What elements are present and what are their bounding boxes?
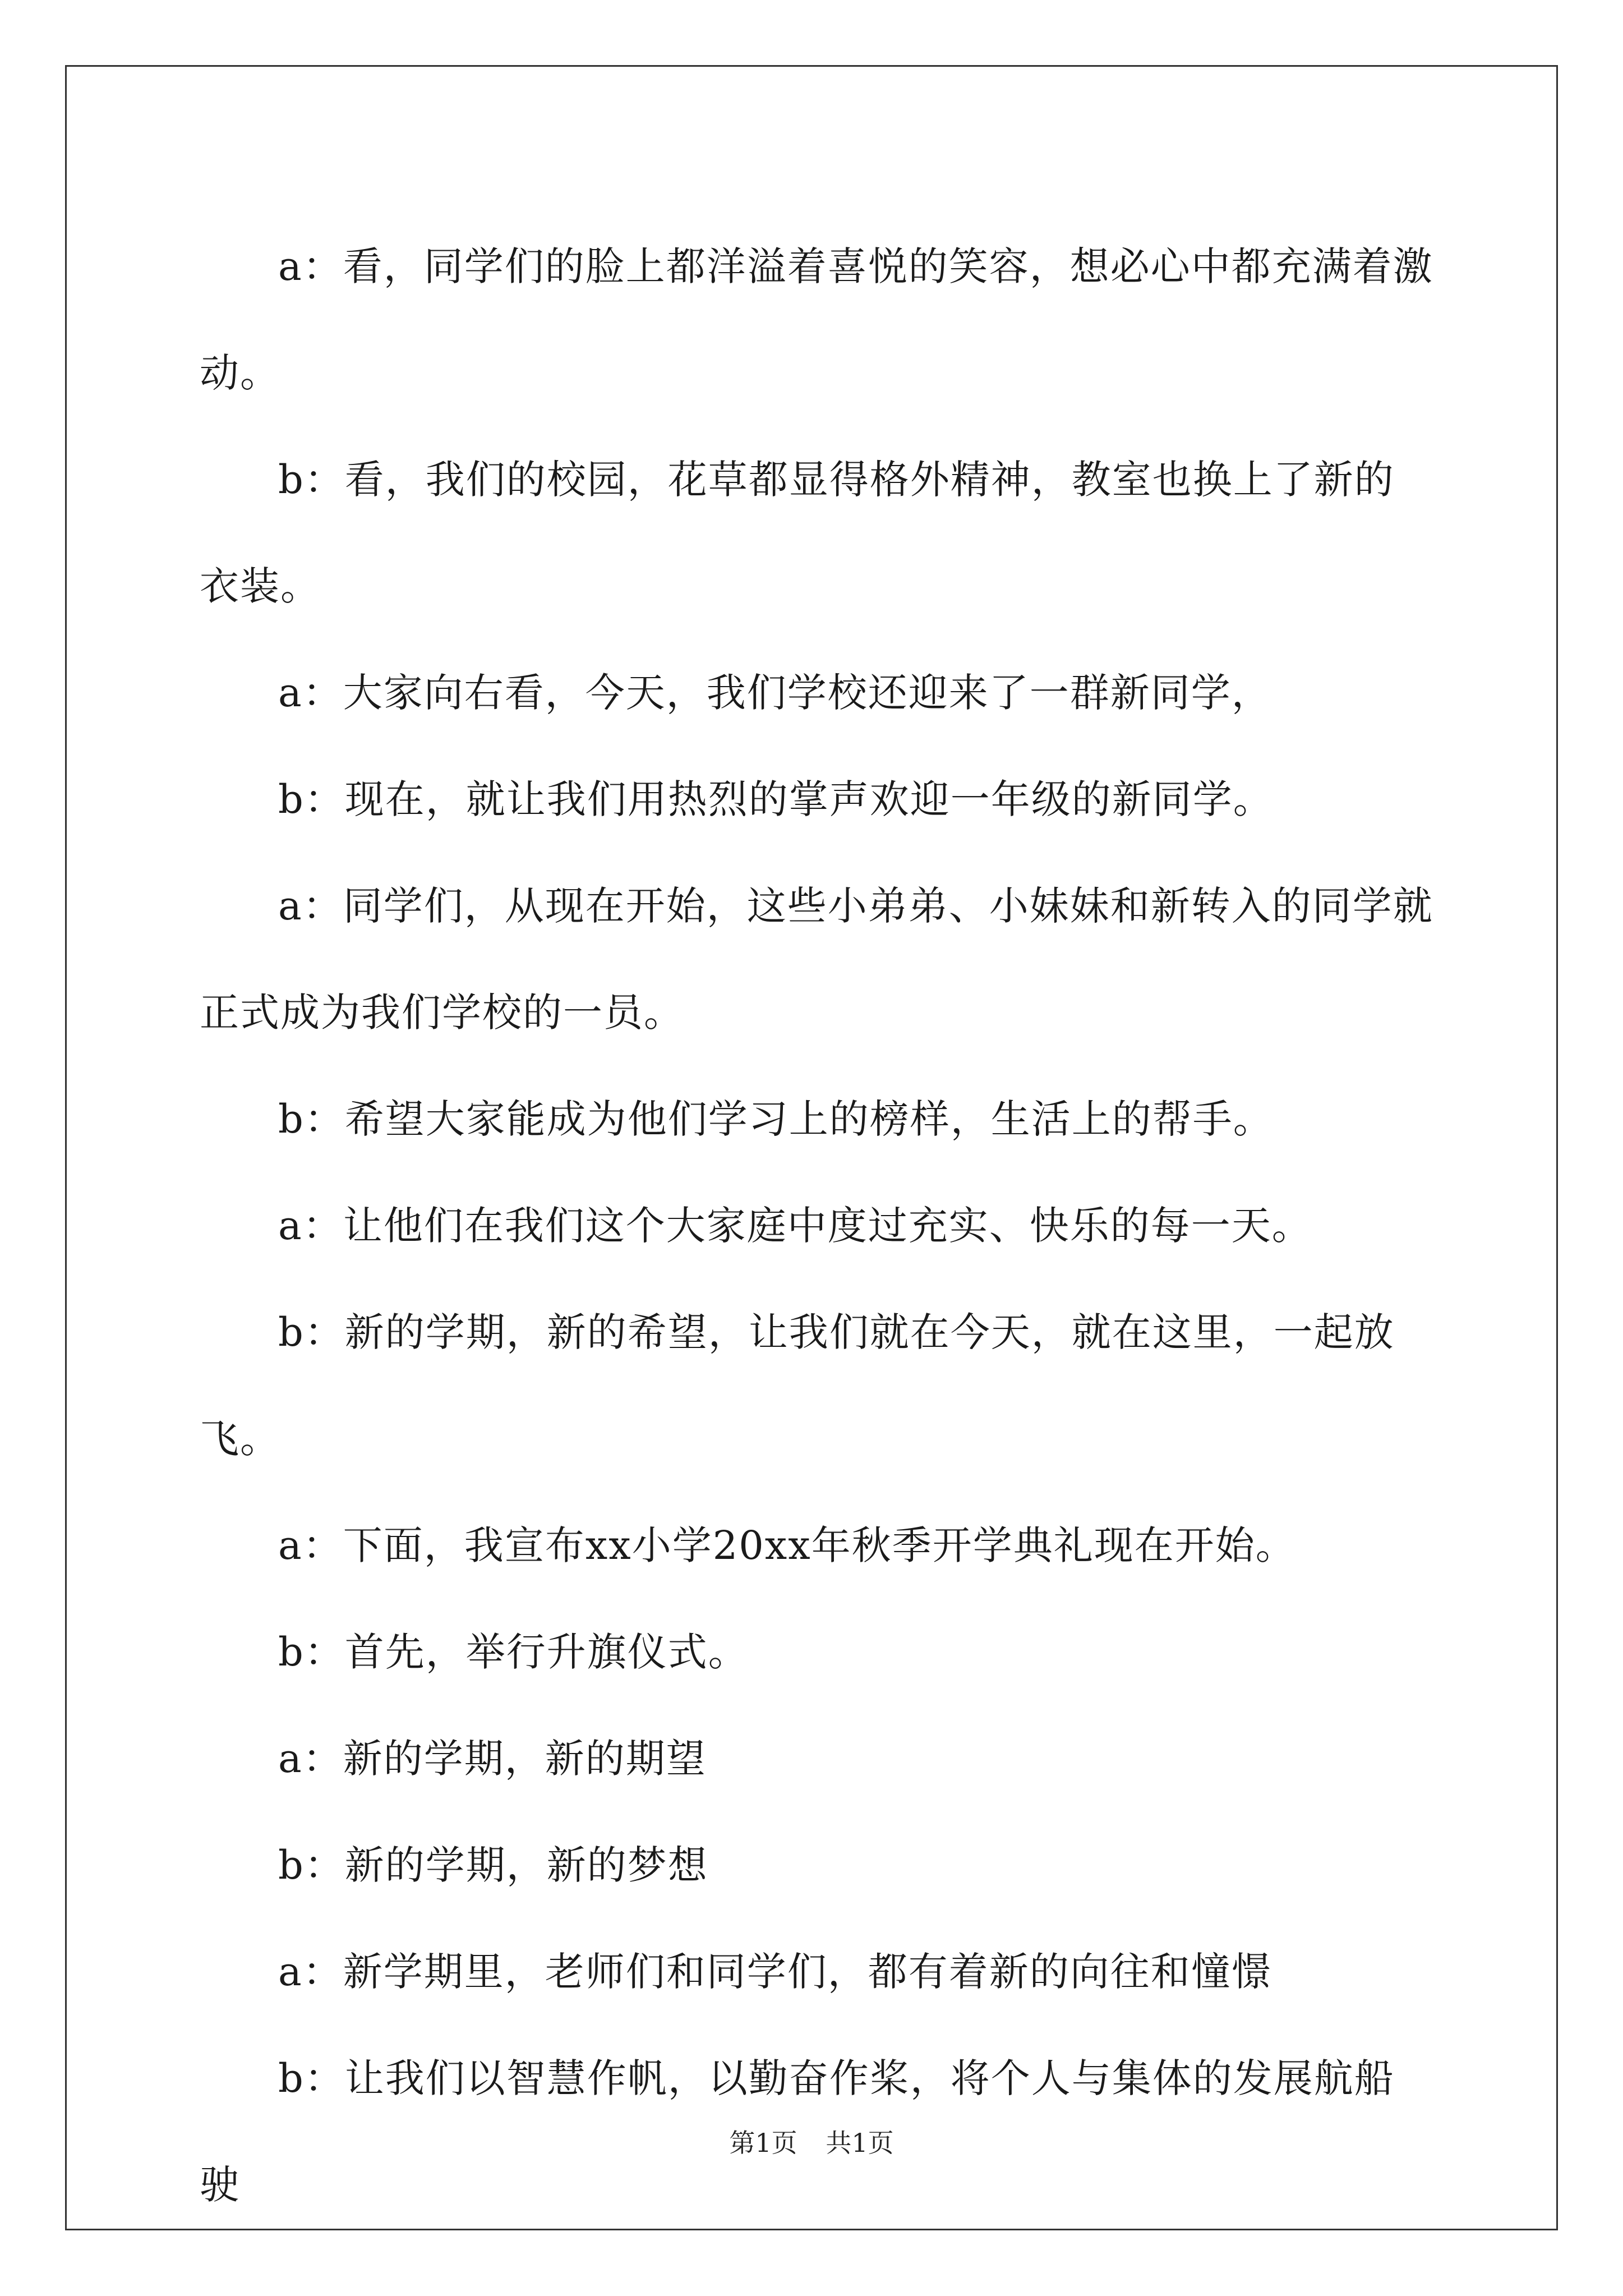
paragraph: b：新的学期，新的希望，让我们就在今天，就在这里，一起放飞。 <box>200 1309 1395 1462</box>
document-body <box>200 213 1433 2238</box>
page-total: 共1页 <box>826 2128 894 2158</box>
paragraph: a：让他们在我们这个大家庭中度过充实、快乐的每一天。 <box>278 1203 1312 1249</box>
paragraph: b：希望大家能成为他们学习上的榜样，生活上的帮手。 <box>278 1096 1274 1142</box>
paragraph: b：新的学期，新的梦想 <box>278 1842 708 1888</box>
paragraph: a：下面，我宣布xx小学20xx年秋季开学典礼现在开始。 <box>278 1522 1296 1568</box>
paragraph: a：同学们，从现在开始，这些小弟弟、小妹妹和新转入的同学就正式成为我们学校的一员。 <box>200 883 1433 1036</box>
page-footer <box>0 2126 1623 2160</box>
page-number: 第1页 <box>729 2128 797 2158</box>
paragraph: a：大家向右看，今天，我们学校还迎来了一群新同学， <box>278 670 1272 716</box>
paragraph: b：现在，就让我们用热烈的掌声欢迎一年级的新同学。 <box>278 776 1274 822</box>
paragraph: a：看，同学们的脸上都洋溢着喜悦的笑容，想必心中都充满着激动。 <box>200 243 1433 396</box>
paragraph: b：看，我们的校园，花草都显得格外精神，教室也换上了新的衣装。 <box>200 457 1395 609</box>
paragraph: b：让我们以智慧作帆，以勤奋作桨，将个人与集体的发展航船驶 <box>200 2055 1395 2208</box>
paragraph: a：新学期里，老师们和同学们，都有着新的向往和憧憬 <box>278 1949 1272 1995</box>
paragraph: a：新的学期，新的期望 <box>278 1736 707 1782</box>
paragraph: b：首先，举行升旗仪式。 <box>278 1629 749 1675</box>
